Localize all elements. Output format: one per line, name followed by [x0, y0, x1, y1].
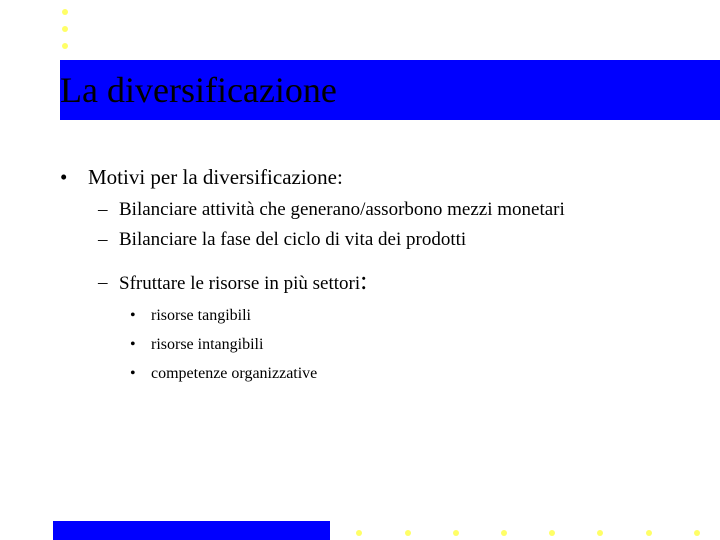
decor-dot-bottom-4	[501, 530, 507, 536]
decor-dot-top-1	[62, 9, 68, 15]
sub-sub-bullet-text: risorse intangibili	[151, 336, 264, 353]
bullet-marker: •	[60, 165, 68, 189]
decor-dot-bottom-2	[405, 530, 411, 536]
bullet-item	[60, 164, 720, 190]
decor-dot-top-2	[62, 26, 68, 32]
dash-marker: –	[98, 272, 108, 293]
decor-dot-bottom-5	[549, 530, 555, 536]
decor-dot-bottom-7	[646, 530, 652, 536]
sub-sub-bullet-item	[130, 335, 530, 355]
decor-dot-top-3	[62, 43, 68, 49]
sub-bullet-label: Sfruttare le risorse in più settori	[119, 273, 361, 294]
sub-bullet-colon: :	[360, 266, 368, 295]
dash-marker: –	[98, 199, 108, 220]
sub-bullet-text	[119, 266, 368, 296]
sub-sub-bullet-item	[130, 364, 530, 384]
sub-bullet-item	[98, 266, 718, 297]
bullet-marker: •	[130, 307, 136, 324]
decor-dot-bottom-6	[597, 530, 603, 536]
bullet-text: Motivi per la diversificazione:	[88, 165, 343, 189]
sub-bullet-text: Bilanciare attività che generano/assorbono mezzi monetari	[119, 199, 565, 220]
sub-sub-bullet-item	[130, 306, 530, 326]
sub-sub-bullet-text: competenze organizzative	[151, 365, 318, 382]
sub-bullet-item	[98, 228, 718, 252]
decor-dot-bottom-3	[453, 530, 459, 536]
decor-dot-bottom-1	[356, 530, 362, 536]
footer-bar	[53, 521, 330, 540]
sub-sub-bullet-text: risorse tangibili	[151, 307, 251, 324]
decor-dot-bottom-8	[694, 530, 700, 536]
sub-bullet-text: Bilanciare la fase del ciclo di vita dei prodotti	[119, 229, 467, 250]
dash-marker: –	[98, 229, 108, 250]
bullet-marker: •	[130, 336, 136, 353]
bullet-marker: •	[130, 365, 136, 382]
sub-bullet-item	[98, 198, 718, 222]
slide-title: La diversificazione	[60, 70, 337, 110]
